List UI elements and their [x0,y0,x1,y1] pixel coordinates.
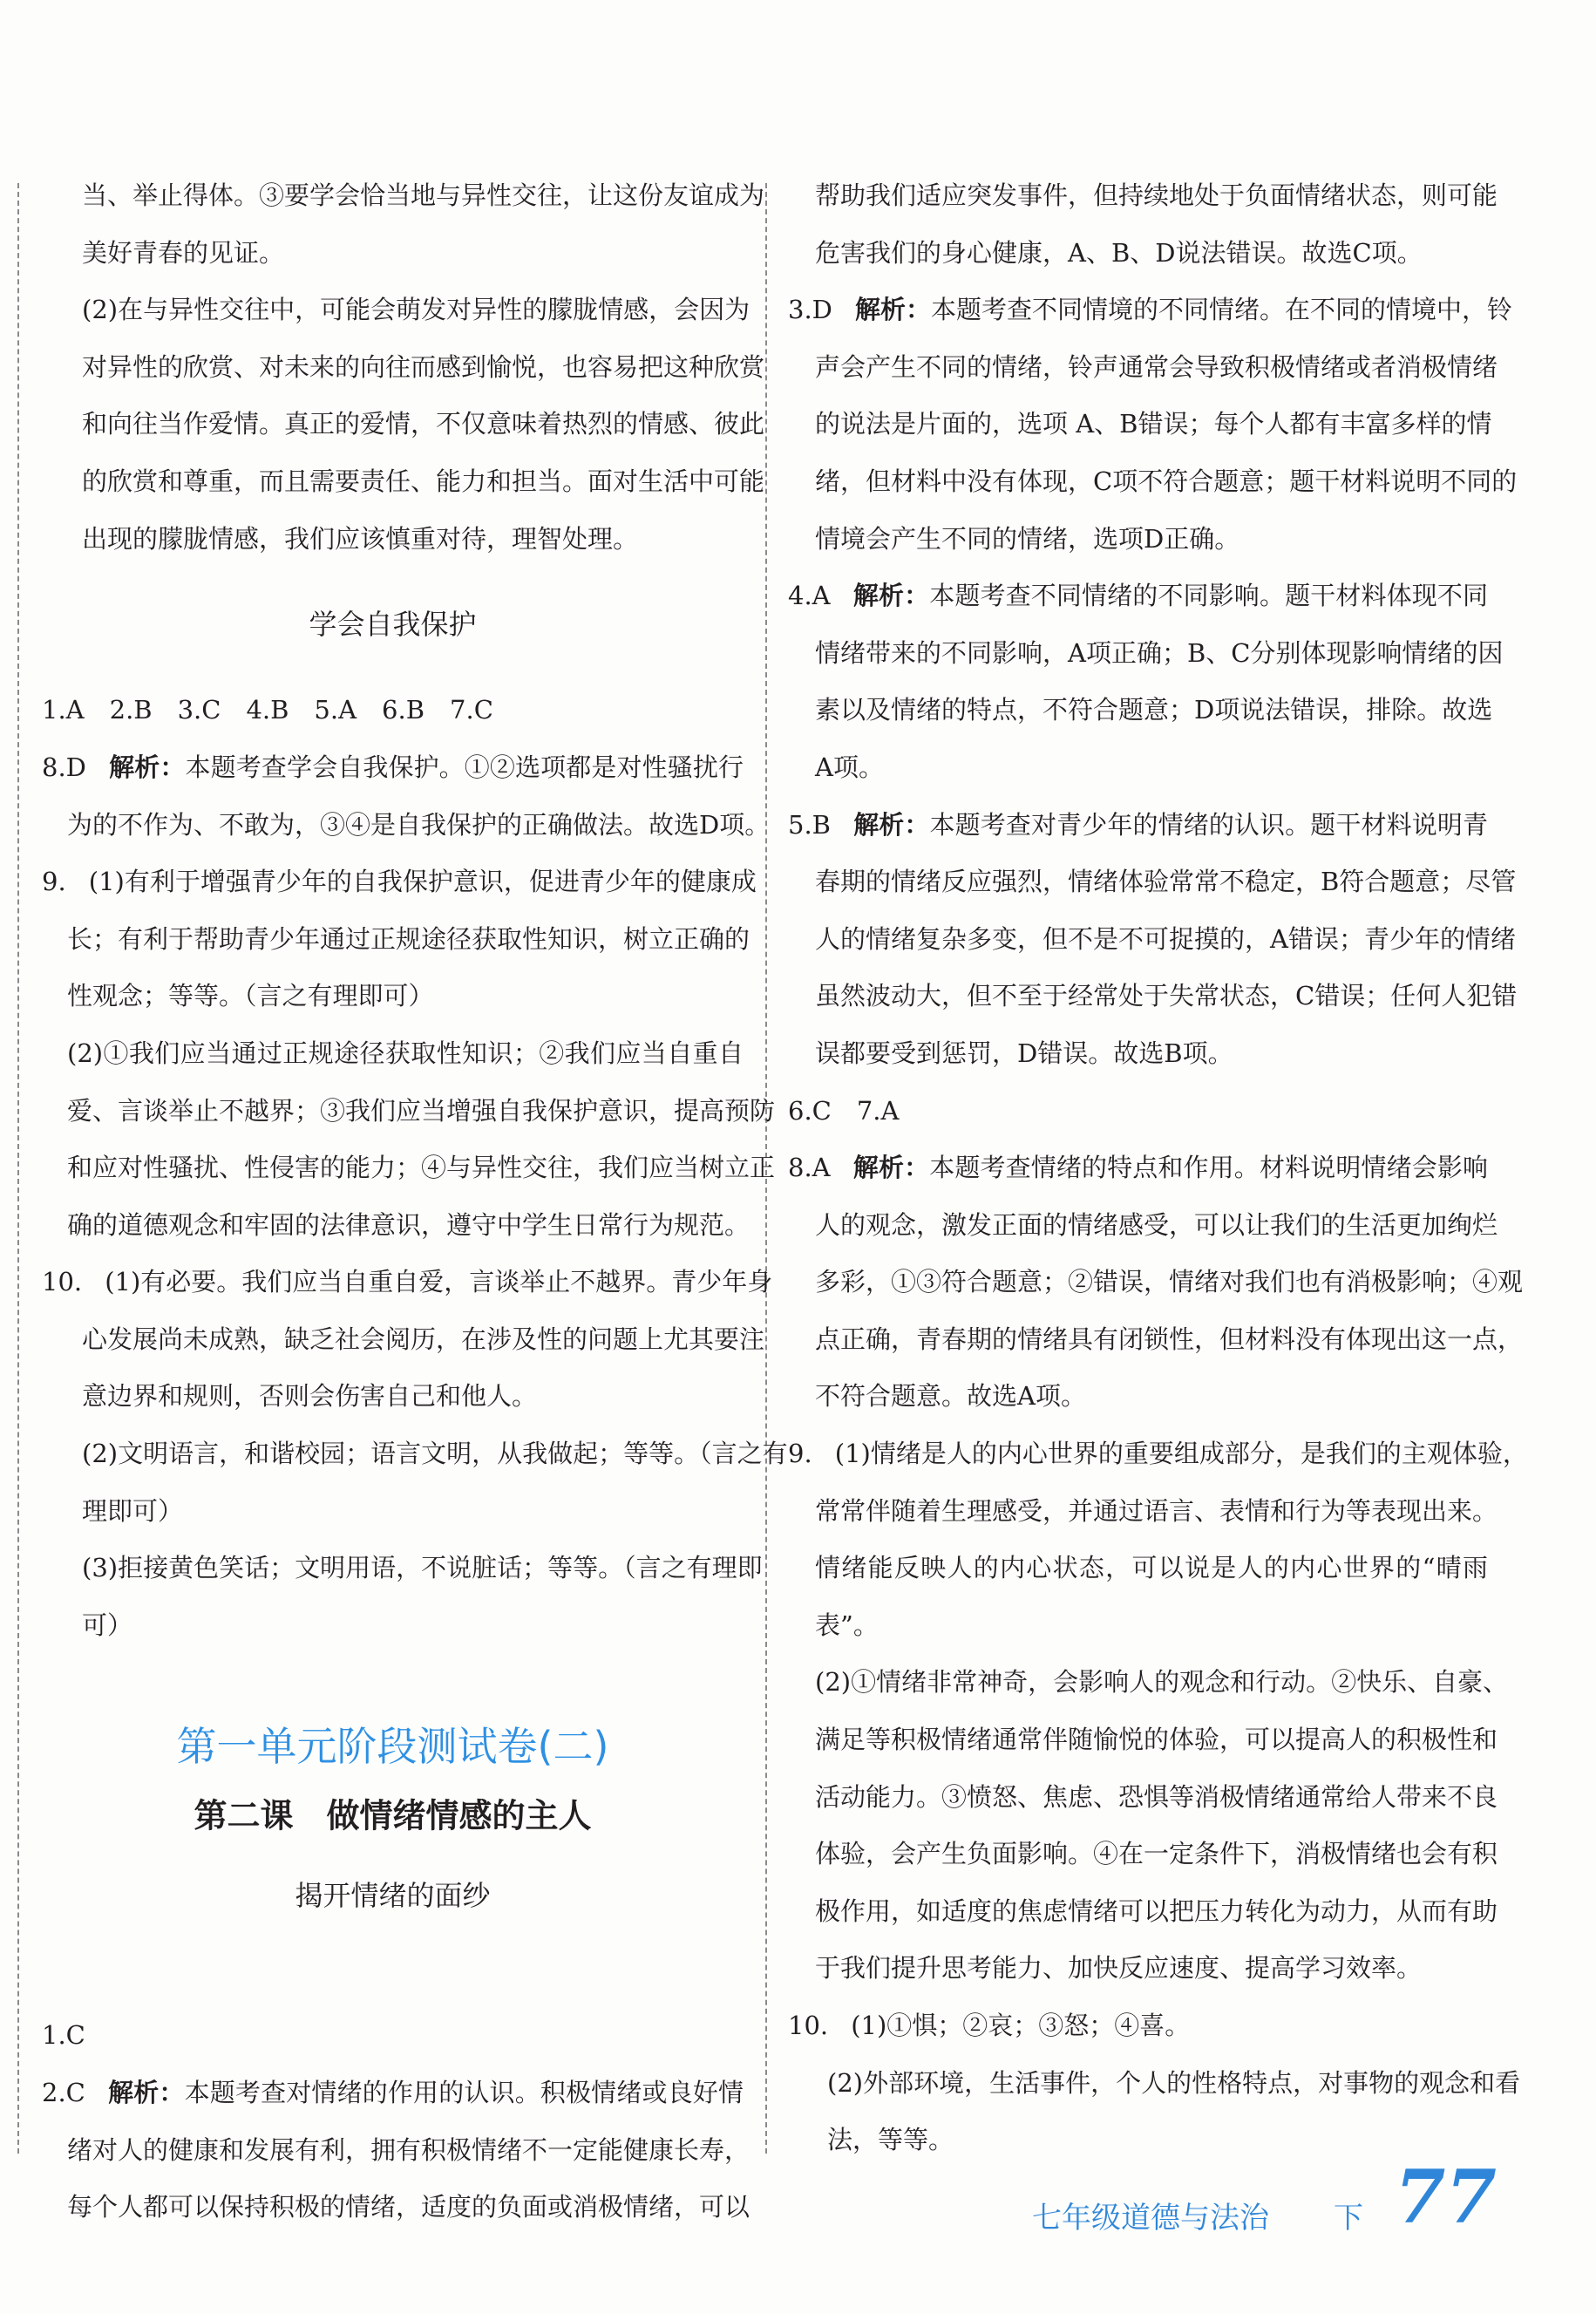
answer-text-line [42,396,765,453]
answer-text-line [42,225,744,282]
line-text: 人的观念，激发正面的情绪感受，可以让我们的生活更加绚烂 [815,1209,1498,1240]
answer-item-line [42,1311,765,1369]
answer-item-line [788,739,1488,797]
line-text: 不符合题意。故选A项。 [815,1381,1086,1412]
line-text: 人的情绪复杂多变，但不是不可捉摸的，A错误；青少年的情绪 [815,923,1516,954]
answer-text-line [788,1883,1498,1941]
answer-item-line [788,1426,1528,1483]
answer-text-line [42,1426,788,1483]
line-text: 点正确，青春期的情绪具有闭锁性，但材料没有体现出这一点， [815,1324,1524,1354]
answer-item-line [788,453,1518,511]
answer-item-line [788,854,1517,911]
section-title-block [42,1654,744,2007]
line-text: 6.C 7.A [788,1095,900,1126]
answer-number: 2.C [42,2078,85,2108]
right-column [788,167,1528,2169]
line-text: 体验，会产生负面影响。④在一定条件下，消极情绪也会有积 [815,1839,1498,1869]
footer-book-title: 七年级道德与法治 [1032,2201,1269,2236]
answer-number: 10. [788,2011,829,2040]
answer-item-line [788,568,1488,625]
analysis-label: 解析： [855,295,932,325]
answer-text-line [42,2007,744,2065]
answer-number: 9. [42,867,66,897]
line-text: 意边界和规则，否则会伤害自己和他人。 [82,1381,538,1412]
line-text: 帮助我们适应突发事件，但持续地处于负面情绪状态，则可能 [815,180,1498,210]
analysis-label: 解析： [853,809,930,840]
line-text: (2)外部环境，生活事件，个人的性格特点，对事物的观念和看 [827,2067,1521,2098]
line-text: 常常伴随着生理感受，并通过语言、表情和行为等表现出来。 [815,1495,1498,1526]
line-text: 情绪带来的不同影响，A项正确；B、C分别体现影响情绪的因 [815,637,1504,668]
line-text: 本题考查学会自我保护。①②选项都是对性骚扰行 [185,752,744,782]
line-text: 声会产生不同的情绪，铃声通常会导致积极情绪或者消极情绪 [815,351,1498,382]
answer-item-line [788,1025,1488,1083]
answer-item-line [788,1140,1488,1197]
answer-item-line [788,1197,1498,1255]
answer-item-line [788,282,1513,339]
line-text: (3)拒接黄色笑话；文明用语，不说脏话；等等。（言之有理即 [82,1553,763,1583]
page-number: 77 [1395,2154,1497,2240]
answer-item-line [42,854,757,911]
footer-volume: 下 [1334,2201,1363,2236]
line-text: (2)①情绪非常神奇，会影响人的观念和行动。②快乐、自豪、 [815,1667,1509,1698]
analysis-label: 解析： [107,2078,185,2108]
answer-item-line [788,1998,1488,2055]
line-text: 对异性的欣赏、对未来的向往而感到愉悦，也容易把这种欣赏 [82,351,765,382]
answer-text-line [788,1654,1509,1712]
line-text: 长；有利于帮助青少年通过正规途径获取性知识，树立正确的 [67,923,750,954]
line-text: 和应对性骚扰、性侵害的能力；④与异性交往，我们应当树立正 [67,1153,776,1183]
answer-number: 9. [788,1439,812,1469]
line-text: 性观念；等等。（言之有理即可） [67,981,434,1011]
answer-text-line [42,339,765,397]
line-text: 可） [82,1610,133,1640]
answer-item-line [788,396,1492,453]
line-text: 春期的情绪反应强烈，情绪体验常常不稳定，B符合题意；尽管 [815,867,1517,897]
answer-text-line [788,1826,1498,1883]
answer-item-line [42,2179,750,2236]
line-text: 确的道德观念和牢固的法律意识，遵守中学生日常行为规范。 [67,1209,750,1240]
line-text: 活动能力。③愤怒、焦虑、恐惧等消极情绪通常给人带来不良 [815,1781,1498,1812]
answer-item-line [788,797,1488,854]
line-text: 素以及情绪的特点，不符合题意；D项说法错误，排除。故选 [815,695,1493,725]
answer-text-line [42,282,750,339]
answer-text-line [42,1540,763,1597]
answer-item-line [788,1254,1524,1311]
answer-number: 5.B [788,809,831,840]
answer-text-line [42,1597,744,1655]
answer-item-line [42,911,750,969]
line-text: 当、举止得体。③要学会恰当地与异性交往，让这份友谊成为 [82,180,765,210]
line-text: 的欣赏和尊重，而且需要责任、能力和担当。面对生活中可能 [82,466,765,496]
line-text: 出现的朦胧情感，我们应该慎重对待，理智处理。 [82,523,639,554]
line-text: A项。 [815,752,884,782]
answer-item-line [788,1540,1488,1597]
answer-item-line [788,625,1504,683]
answer-text-line [788,1083,1488,1140]
answer-item-line [788,1311,1524,1369]
line-text: 每个人都可以保持积极的情绪，适度的负面或消极情绪，可以 [67,2192,750,2222]
line-text: 和向往当作爱情。真正的爱情，不仅意味着热烈的情感、彼此 [82,409,765,439]
line-text: 本题考查不同情绪的不同影响。题干材料体现不同 [929,581,1488,611]
line-text: 满足等积极情绪通常伴随愉悦的体验，可以提高人的积极性和 [815,1725,1498,1755]
line-text: (1)情绪是人的内心世界的重要组成部分，是我们的主观体验， [834,1439,1528,1469]
answer-item-line [42,1254,773,1311]
answer-item-line [42,2122,750,2180]
line-text: 1.A 2.B 3.C 4.B 5.A 6.B 7.C [42,695,493,725]
line-text: 法，等等。 [827,2125,954,2155]
line-text: 于我们提升思考能力、加快反应速度、提高学习效率。 [815,1953,1423,1984]
answer-text-line [42,1197,750,1255]
analysis-label: 解析： [109,752,186,782]
analysis-label: 解析： [852,1153,930,1183]
answer-item-line [788,682,1493,739]
line-text: 误都要受到惩罚，D错误。故选B项。 [815,1038,1233,1068]
answer-item-line [788,1368,1488,1426]
answer-text-line [788,1940,1488,1998]
line-text: 为的不作为、不敢为，③④是自我保护的正确做法。故选D项。 [67,809,771,840]
line-text: 本题考查对青少年的情绪的认识。题干材料说明青 [929,809,1488,840]
line-text: 绪，但材料中没有体现，C项不符合题意；题干材料说明不同的 [815,466,1518,496]
answer-item-line [788,911,1516,969]
answer-text-line [42,1483,744,1541]
answer-text-line [42,682,744,739]
answer-text-line [42,1140,776,1197]
analysis-label: 解析： [852,581,930,611]
line-text: 本题考查情绪的特点和作用。材料说明情绪会影响 [929,1153,1488,1183]
answer-item-line [42,2065,744,2122]
line-text: 心发展尚未成熟，缺乏社会阅历，在涉及性的问题上尤其要注 [82,1324,765,1354]
answer-item-line [788,1597,1488,1655]
line-text: 情绪能反映人的内心状态，可以说是人的内心世界的“晴雨 [815,1553,1488,1583]
line-text: (1)有利于增强青少年的自我保护意识，促进青少年的健康成 [88,867,757,897]
line-text: 情境会产生不同的情绪，选项D正确。 [815,523,1240,554]
answer-item-line [42,968,744,1025]
section-heading: 学会自我保护 [309,608,477,642]
answer-item-line [788,339,1498,397]
line-text: 极作用，如适度的焦虑情绪可以把压力转化为动力，从而有助 [815,1895,1498,1926]
answer-number: 10. [42,1267,83,1297]
line-text: (2)在与异性交往中，可能会萌发对异性的朦胧情感，会因为 [82,295,750,325]
answer-item-line [788,511,1488,568]
line-text: (1)有必要。我们应当自重自爱，言谈举止不越界。青少年身 [105,1267,773,1297]
line-text: (2)①我们应当通过正规途径获取性知识；②我们应当自重自 [67,1038,744,1068]
answer-item-line [42,797,771,854]
unit-title: 第一单元阶段测试卷(二) [176,1723,609,1771]
answer-item-line [42,1368,744,1426]
line-text: 绪对人的健康和发展有利，拥有积极情绪不一定能健康长寿， [67,2134,750,2165]
left-cut-line [17,183,19,2154]
answer-item-line [42,739,744,797]
answer-text-line [788,2112,1488,2169]
line-text: 的说法是片面的，选项 A、B错误；每个人都有丰富多样的情 [815,409,1492,439]
line-text: (1)①惧；②哀；③怒；④喜。 [851,2011,1191,2040]
answer-text-line [788,1712,1498,1769]
answer-text-line [42,453,765,511]
lesson-title: 第二课 做情绪情感的主人 [194,1795,592,1835]
line-text: 虽然波动大，但不至于经常处于失常状态，C错误；任何人犯错 [815,981,1518,1011]
answer-text-line [42,1025,744,1083]
answer-item-line [788,1483,1498,1541]
line-text: 危害我们的身心健康，A、B、D说法错误。故选C项。 [815,237,1423,268]
answer-text-line [788,225,1488,282]
answer-item-line [788,968,1518,1025]
answer-number: 3.D [788,295,832,325]
answer-number: 8.D [42,752,86,782]
answer-number: 8.A [788,1153,831,1183]
answer-text-line [788,1769,1498,1827]
line-text: 表”。 [815,1610,879,1640]
topic-title: 揭开情绪的面纱 [295,1879,491,1913]
line-text: 爱、言谈举止不越界；③我们应当增强自我保护意识，提高预防 [67,1095,776,1126]
line-text: 美好青春的见证。 [82,237,285,268]
answer-text-line [788,167,1498,225]
answer-text-line [788,2055,1521,2113]
line-text: (2)文明语言，和谐校园；语言文明，从我做起；等等。（言之有 [82,1439,788,1469]
left-column [42,167,788,2236]
line-text: 多彩，①③符合题意；②错误，情绪对我们也有消极影响；④观 [815,1267,1524,1297]
line-text: 本题考查对情绪的作用的认识。积极情绪或良好情 [184,2078,744,2108]
line-text: 本题考查不同情境的不同情绪。在不同的情境中，铃 [931,295,1513,325]
line-text: 1.C [42,2020,85,2051]
answer-text-line [42,167,765,225]
answer-text-line [42,511,744,568]
line-text: 理即可） [82,1495,184,1526]
answer-number: 4.A [788,581,831,611]
answer-text-line [42,1083,776,1140]
